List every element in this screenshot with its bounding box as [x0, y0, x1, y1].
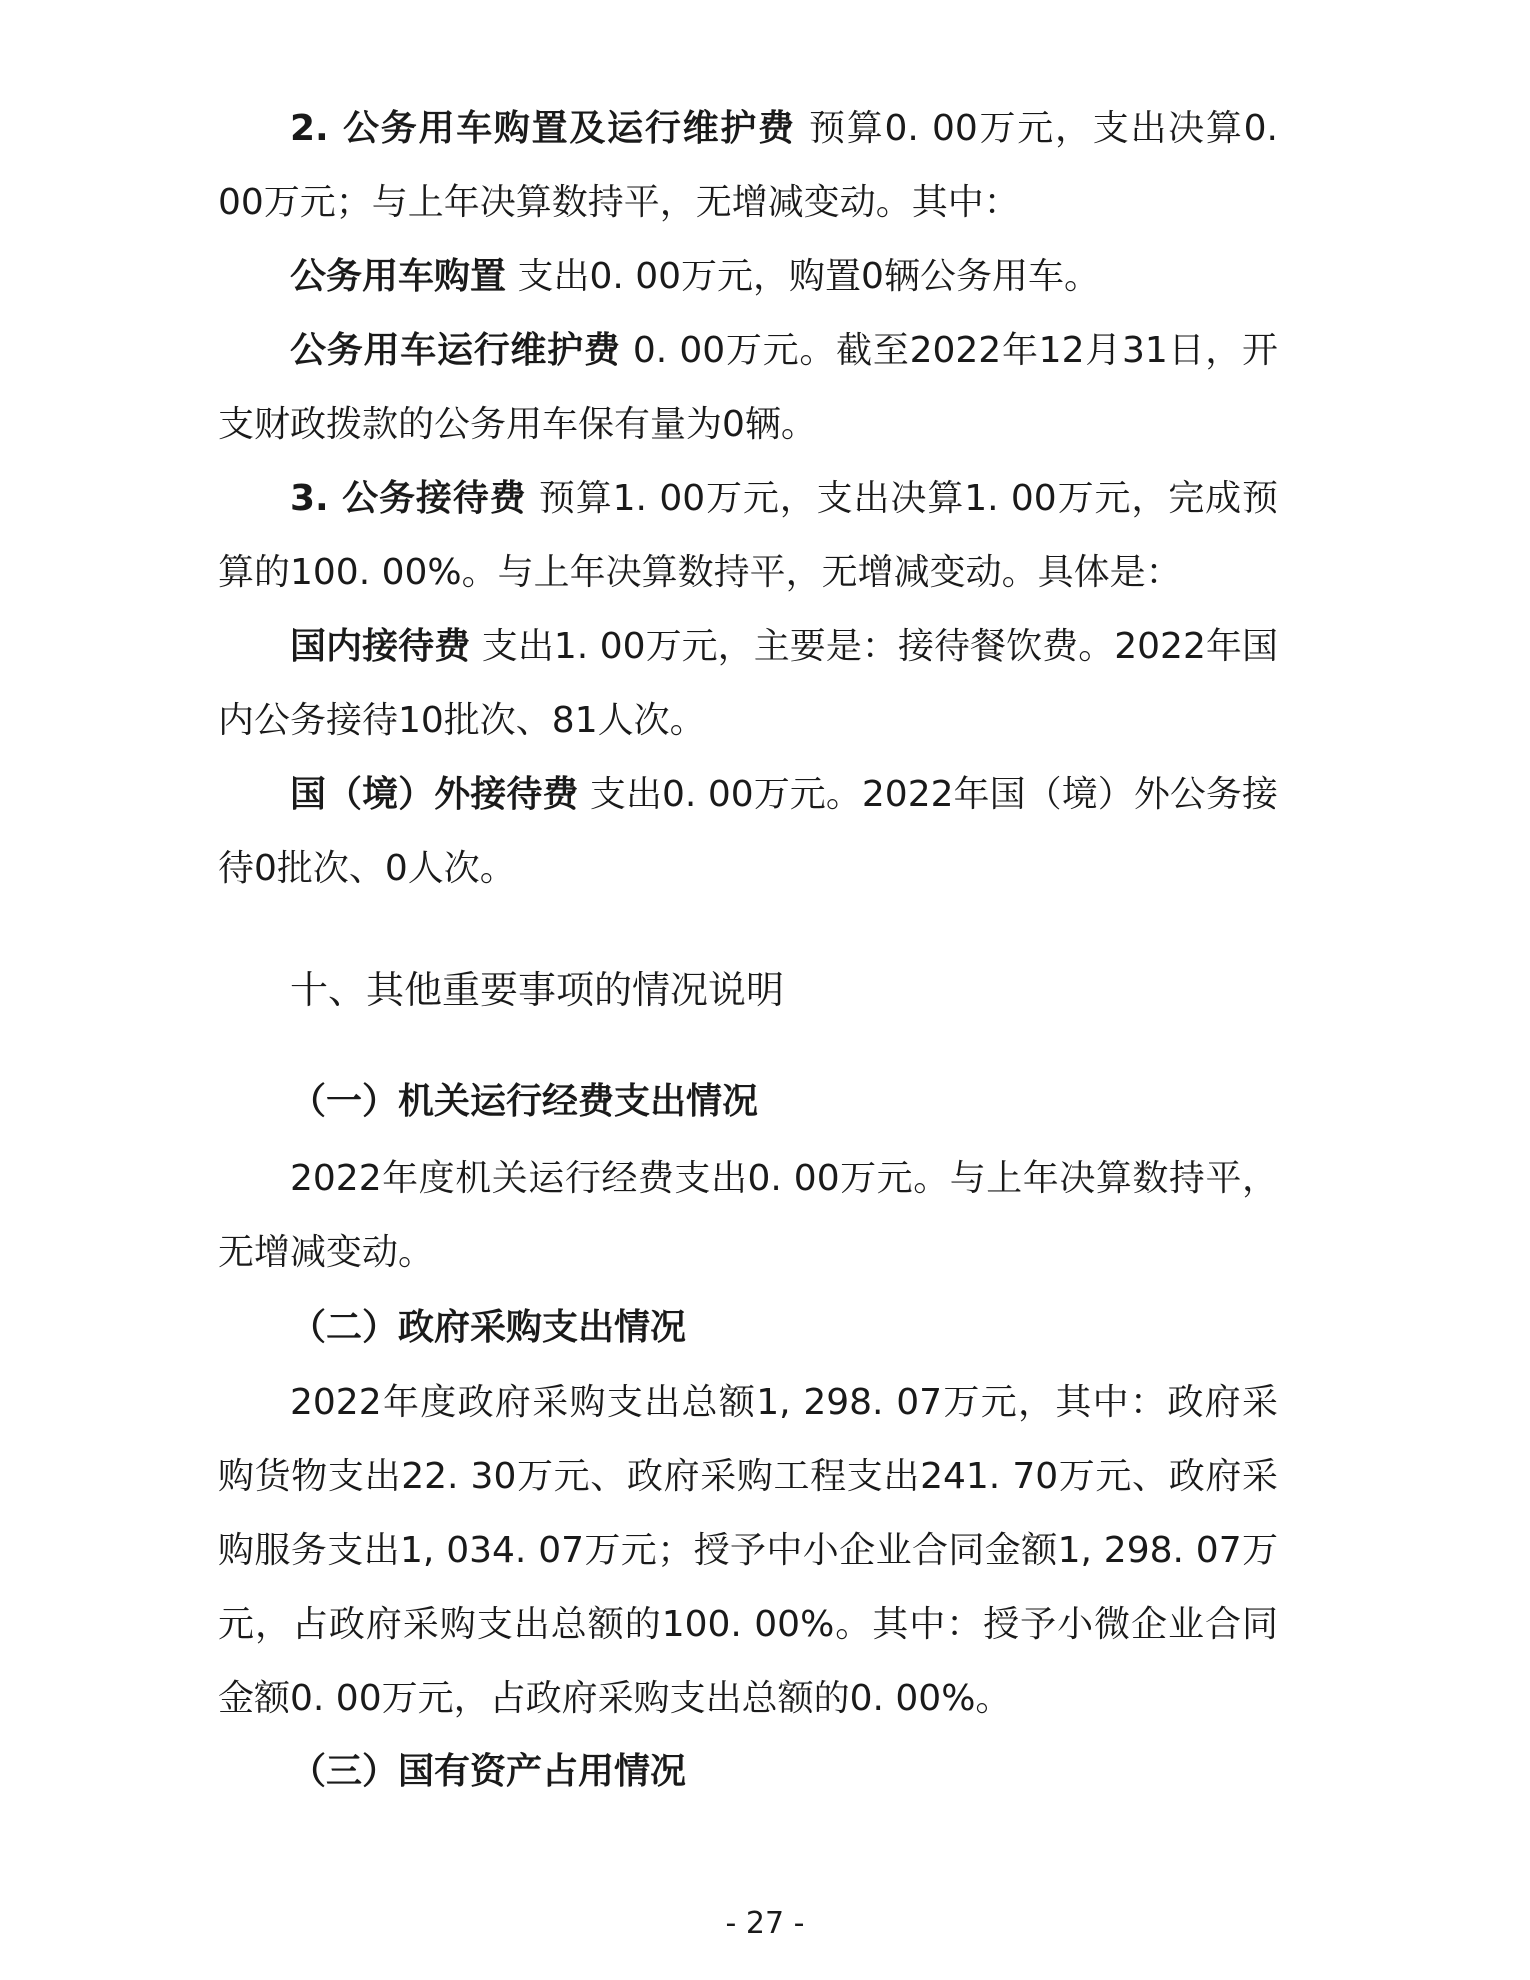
subsection-heading-procurement: （二）政府采购支出情况: [290, 1307, 687, 1348]
paragraph-domestic-reception: [218, 610, 1278, 758]
paragraph-foreign-reception-title: 国（境）外接待费: [290, 774, 579, 815]
paragraph-procurement: 2022年度政府采购支出总额1, 298. 07万元，其中：政府采购货物支出22. 30万元、政府采购工程支出241. 70万元、政府采购服务支出1, 034. 07万元；授予中小企业合同金额1, 298. 07万元，占政府采购支出总额的100. 00%。其中：授予小微企业合同金额0. 00万元，占政府采购支出总额的0. 00%。: [218, 1382, 1278, 1719]
paragraph-vehicle-purchase: [218, 240, 1278, 314]
paragraph-vehicle-costs-title: 2. 公务用车购置及运行维护费: [290, 108, 796, 149]
paragraph-reception-costs-text: 预算1. 00万元，支出决算1. 00万元，完成预算的100. 00%。与上年决算数持平，无增减变动。具体是：: [218, 478, 1278, 593]
paragraph-reception-costs-title: 3. 公务接待费: [290, 478, 527, 519]
paragraph-vehicle-costs-text: 预算0. 00万元，支出决算0. 00万元；与上年决算数持平，无增减变动。其中：: [218, 108, 1278, 223]
subsection-heading-state-assets: （三）国有资产占用情况: [290, 1751, 687, 1792]
paragraph-vehicle-maintenance-text: 0. 00万元。截至2022年12月31日，开支财政拨款的公务用车保有量为0辆。: [218, 330, 1278, 445]
paragraph-vehicle-costs: [218, 92, 1278, 240]
paragraph-vehicle-maintenance-title: 公务用车运行维护费: [290, 330, 621, 371]
paragraph-domestic-reception-text: 支出1. 00万元，主要是：接待餐饮费。2022年国内公务接待10批次、81人次。: [218, 626, 1278, 741]
paragraph-vehicle-purchase-text: 支出0. 00万元，购置0辆公务用车。: [506, 256, 1100, 297]
paragraph-domestic-reception-title: 国内接待费: [290, 626, 471, 667]
paragraph-foreign-reception: [218, 758, 1278, 906]
subsection-heading-operating-costs: （一）机关运行经费支出情况: [290, 1081, 759, 1122]
paragraph-reception-costs: [218, 462, 1278, 610]
paragraph-vehicle-maintenance: [218, 314, 1278, 462]
paragraph-vehicle-purchase-title: 公务用车购置: [290, 256, 507, 297]
paragraph-foreign-reception-text: 支出0. 00万元。2022年国（境）外公务接待0批次、0人次。: [218, 774, 1278, 889]
page-number: - 27 -: [725, 1906, 805, 1941]
section-heading: 十、其他重要事项的情况说明: [290, 968, 785, 1012]
paragraph-operating-costs: 2022年度机关运行经费支出0. 00万元。与上年决算数持平，无增减变动。: [218, 1158, 1278, 1273]
